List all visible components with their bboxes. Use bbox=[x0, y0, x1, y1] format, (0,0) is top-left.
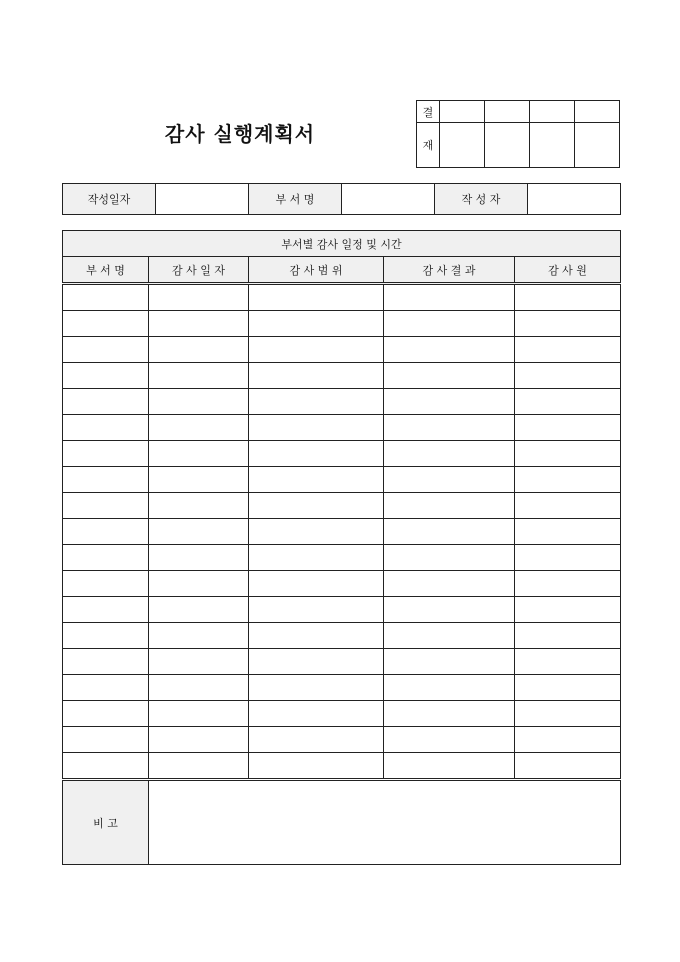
table-row bbox=[63, 389, 621, 415]
table-cell[interactable] bbox=[63, 337, 149, 363]
table-cell[interactable] bbox=[249, 597, 384, 623]
table-cell[interactable] bbox=[515, 389, 621, 415]
table-cell[interactable] bbox=[515, 284, 621, 311]
table-row bbox=[63, 753, 621, 780]
table-cell[interactable] bbox=[515, 467, 621, 493]
col-header-dept: 부 서 명 bbox=[63, 257, 149, 284]
table-cell[interactable] bbox=[63, 415, 149, 441]
table-cell[interactable] bbox=[515, 519, 621, 545]
table-cell[interactable] bbox=[515, 753, 621, 780]
table-row bbox=[63, 571, 621, 597]
table-cell[interactable] bbox=[515, 415, 621, 441]
table-cell[interactable] bbox=[63, 389, 149, 415]
author-label: 작 성 자 bbox=[435, 184, 528, 215]
col-header-date: 감 사 일 자 bbox=[149, 257, 249, 284]
table-cell[interactable] bbox=[515, 701, 621, 727]
table-cell[interactable] bbox=[149, 701, 249, 727]
table-cell[interactable] bbox=[249, 519, 384, 545]
table-cell[interactable] bbox=[149, 441, 249, 467]
table-cell[interactable] bbox=[63, 649, 149, 675]
notes-field[interactable] bbox=[149, 780, 621, 865]
table-cell[interactable] bbox=[249, 753, 384, 780]
date-field[interactable] bbox=[156, 184, 249, 215]
table-cell[interactable] bbox=[384, 649, 515, 675]
table-cell[interactable] bbox=[515, 597, 621, 623]
table-cell[interactable] bbox=[384, 519, 515, 545]
table-cell[interactable] bbox=[63, 545, 149, 571]
table-cell[interactable] bbox=[384, 597, 515, 623]
table-row bbox=[63, 701, 621, 727]
document-title: 감사 실행계획서 bbox=[164, 122, 316, 146]
table-cell[interactable] bbox=[63, 441, 149, 467]
table-cell[interactable] bbox=[249, 493, 384, 519]
table-cell[interactable] bbox=[249, 649, 384, 675]
table-cell[interactable] bbox=[384, 623, 515, 649]
table-cell[interactable] bbox=[63, 519, 149, 545]
table-cell[interactable] bbox=[63, 675, 149, 701]
approval-cell[interactable] bbox=[575, 101, 620, 123]
table-cell[interactable] bbox=[149, 389, 249, 415]
approval-cell[interactable] bbox=[440, 101, 485, 123]
table-row bbox=[63, 363, 621, 389]
table-cell[interactable] bbox=[149, 337, 249, 363]
table-row bbox=[63, 623, 621, 649]
table-cell[interactable] bbox=[384, 284, 515, 311]
table-caption: 부서별 감사 일정 및 시간 bbox=[63, 231, 621, 257]
table-cell[interactable] bbox=[515, 363, 621, 389]
table-cell[interactable] bbox=[63, 727, 149, 753]
table-cell[interactable] bbox=[384, 545, 515, 571]
table-cell[interactable] bbox=[149, 284, 249, 311]
table-cell[interactable] bbox=[515, 545, 621, 571]
table-cell[interactable] bbox=[515, 727, 621, 753]
table-cell[interactable] bbox=[515, 311, 621, 337]
table-cell[interactable] bbox=[63, 467, 149, 493]
approval-label-bottom: 재 bbox=[417, 123, 440, 168]
col-header-auditor: 감 사 원 bbox=[515, 257, 621, 284]
table-row bbox=[63, 493, 621, 519]
table-cell[interactable] bbox=[63, 363, 149, 389]
table-cell[interactable] bbox=[515, 493, 621, 519]
table-cell[interactable] bbox=[384, 337, 515, 363]
table-cell[interactable] bbox=[384, 675, 515, 701]
col-header-result: 감 사 결 과 bbox=[384, 257, 515, 284]
table-cell[interactable] bbox=[149, 493, 249, 519]
table-cell[interactable] bbox=[249, 389, 384, 415]
author-field[interactable] bbox=[528, 184, 621, 215]
table-row bbox=[63, 519, 621, 545]
table-cell[interactable] bbox=[149, 545, 249, 571]
table-cell[interactable] bbox=[249, 337, 384, 363]
table-cell[interactable] bbox=[149, 753, 249, 780]
table-cell[interactable] bbox=[63, 597, 149, 623]
table-cell[interactable] bbox=[249, 311, 384, 337]
table-cell[interactable] bbox=[149, 597, 249, 623]
table-cell[interactable] bbox=[63, 753, 149, 780]
table-cell[interactable] bbox=[515, 675, 621, 701]
table-cell[interactable] bbox=[249, 441, 384, 467]
table-cell[interactable] bbox=[63, 284, 149, 311]
table-cell[interactable] bbox=[384, 727, 515, 753]
table-cell[interactable] bbox=[149, 415, 249, 441]
signature-cell[interactable] bbox=[440, 123, 485, 168]
table-cell[interactable] bbox=[384, 701, 515, 727]
table-cell[interactable] bbox=[249, 727, 384, 753]
table-cell[interactable] bbox=[149, 363, 249, 389]
table-cell[interactable] bbox=[384, 415, 515, 441]
table-cell[interactable] bbox=[384, 363, 515, 389]
table-cell[interactable] bbox=[149, 649, 249, 675]
approval-cell[interactable] bbox=[530, 101, 575, 123]
table-cell[interactable] bbox=[384, 467, 515, 493]
table-cell[interactable] bbox=[63, 493, 149, 519]
notes-label: 비 고 bbox=[63, 780, 149, 865]
table-cell[interactable] bbox=[249, 623, 384, 649]
table-cell[interactable] bbox=[249, 675, 384, 701]
table-cell[interactable] bbox=[249, 363, 384, 389]
table-cell[interactable] bbox=[384, 493, 515, 519]
col-header-scope: 감 사 범 위 bbox=[249, 257, 384, 284]
table-cell[interactable] bbox=[149, 571, 249, 597]
table-row bbox=[63, 467, 621, 493]
table-cell[interactable] bbox=[384, 311, 515, 337]
table-cell[interactable] bbox=[149, 623, 249, 649]
table-cell[interactable] bbox=[515, 623, 621, 649]
table-cell[interactable] bbox=[249, 467, 384, 493]
signature-cell[interactable] bbox=[485, 123, 530, 168]
table-cell[interactable] bbox=[149, 675, 249, 701]
table-cell[interactable] bbox=[515, 649, 621, 675]
table-cell[interactable] bbox=[384, 441, 515, 467]
info-table bbox=[62, 183, 621, 215]
table-cell[interactable] bbox=[384, 753, 515, 780]
table-cell[interactable] bbox=[63, 701, 149, 727]
table-cell[interactable] bbox=[384, 571, 515, 597]
table-row bbox=[63, 311, 621, 337]
table-cell[interactable] bbox=[384, 389, 515, 415]
approval-box bbox=[416, 100, 620, 168]
table-cell[interactable] bbox=[249, 571, 384, 597]
dept-field[interactable] bbox=[342, 184, 435, 215]
dept-label: 부 서 명 bbox=[249, 184, 342, 215]
table-row bbox=[63, 597, 621, 623]
table-cell[interactable] bbox=[249, 415, 384, 441]
table-row bbox=[63, 441, 621, 467]
table-cell[interactable] bbox=[515, 571, 621, 597]
table-row bbox=[63, 649, 621, 675]
table-cell[interactable] bbox=[149, 519, 249, 545]
table-cell[interactable] bbox=[515, 337, 621, 363]
table-row bbox=[63, 284, 621, 311]
table-row bbox=[63, 337, 621, 363]
approval-cell[interactable] bbox=[485, 101, 530, 123]
audit-schedule-table bbox=[62, 230, 621, 865]
approval-label-top: 결 bbox=[417, 101, 440, 123]
table-row bbox=[63, 727, 621, 753]
signature-cell[interactable] bbox=[575, 123, 620, 168]
table-cell[interactable] bbox=[63, 571, 149, 597]
table-cell[interactable] bbox=[249, 545, 384, 571]
table-row bbox=[63, 675, 621, 701]
signature-cell[interactable] bbox=[530, 123, 575, 168]
table-cell[interactable] bbox=[63, 311, 149, 337]
table-cell[interactable] bbox=[249, 284, 384, 311]
table-cell[interactable] bbox=[149, 727, 249, 753]
table-cell[interactable] bbox=[149, 311, 249, 337]
table-cell[interactable] bbox=[149, 467, 249, 493]
table-cell[interactable] bbox=[63, 623, 149, 649]
table-cell[interactable] bbox=[249, 701, 384, 727]
date-label: 작성일자 bbox=[63, 184, 156, 215]
table-row bbox=[63, 545, 621, 571]
table-row bbox=[63, 415, 621, 441]
table-cell[interactable] bbox=[515, 441, 621, 467]
